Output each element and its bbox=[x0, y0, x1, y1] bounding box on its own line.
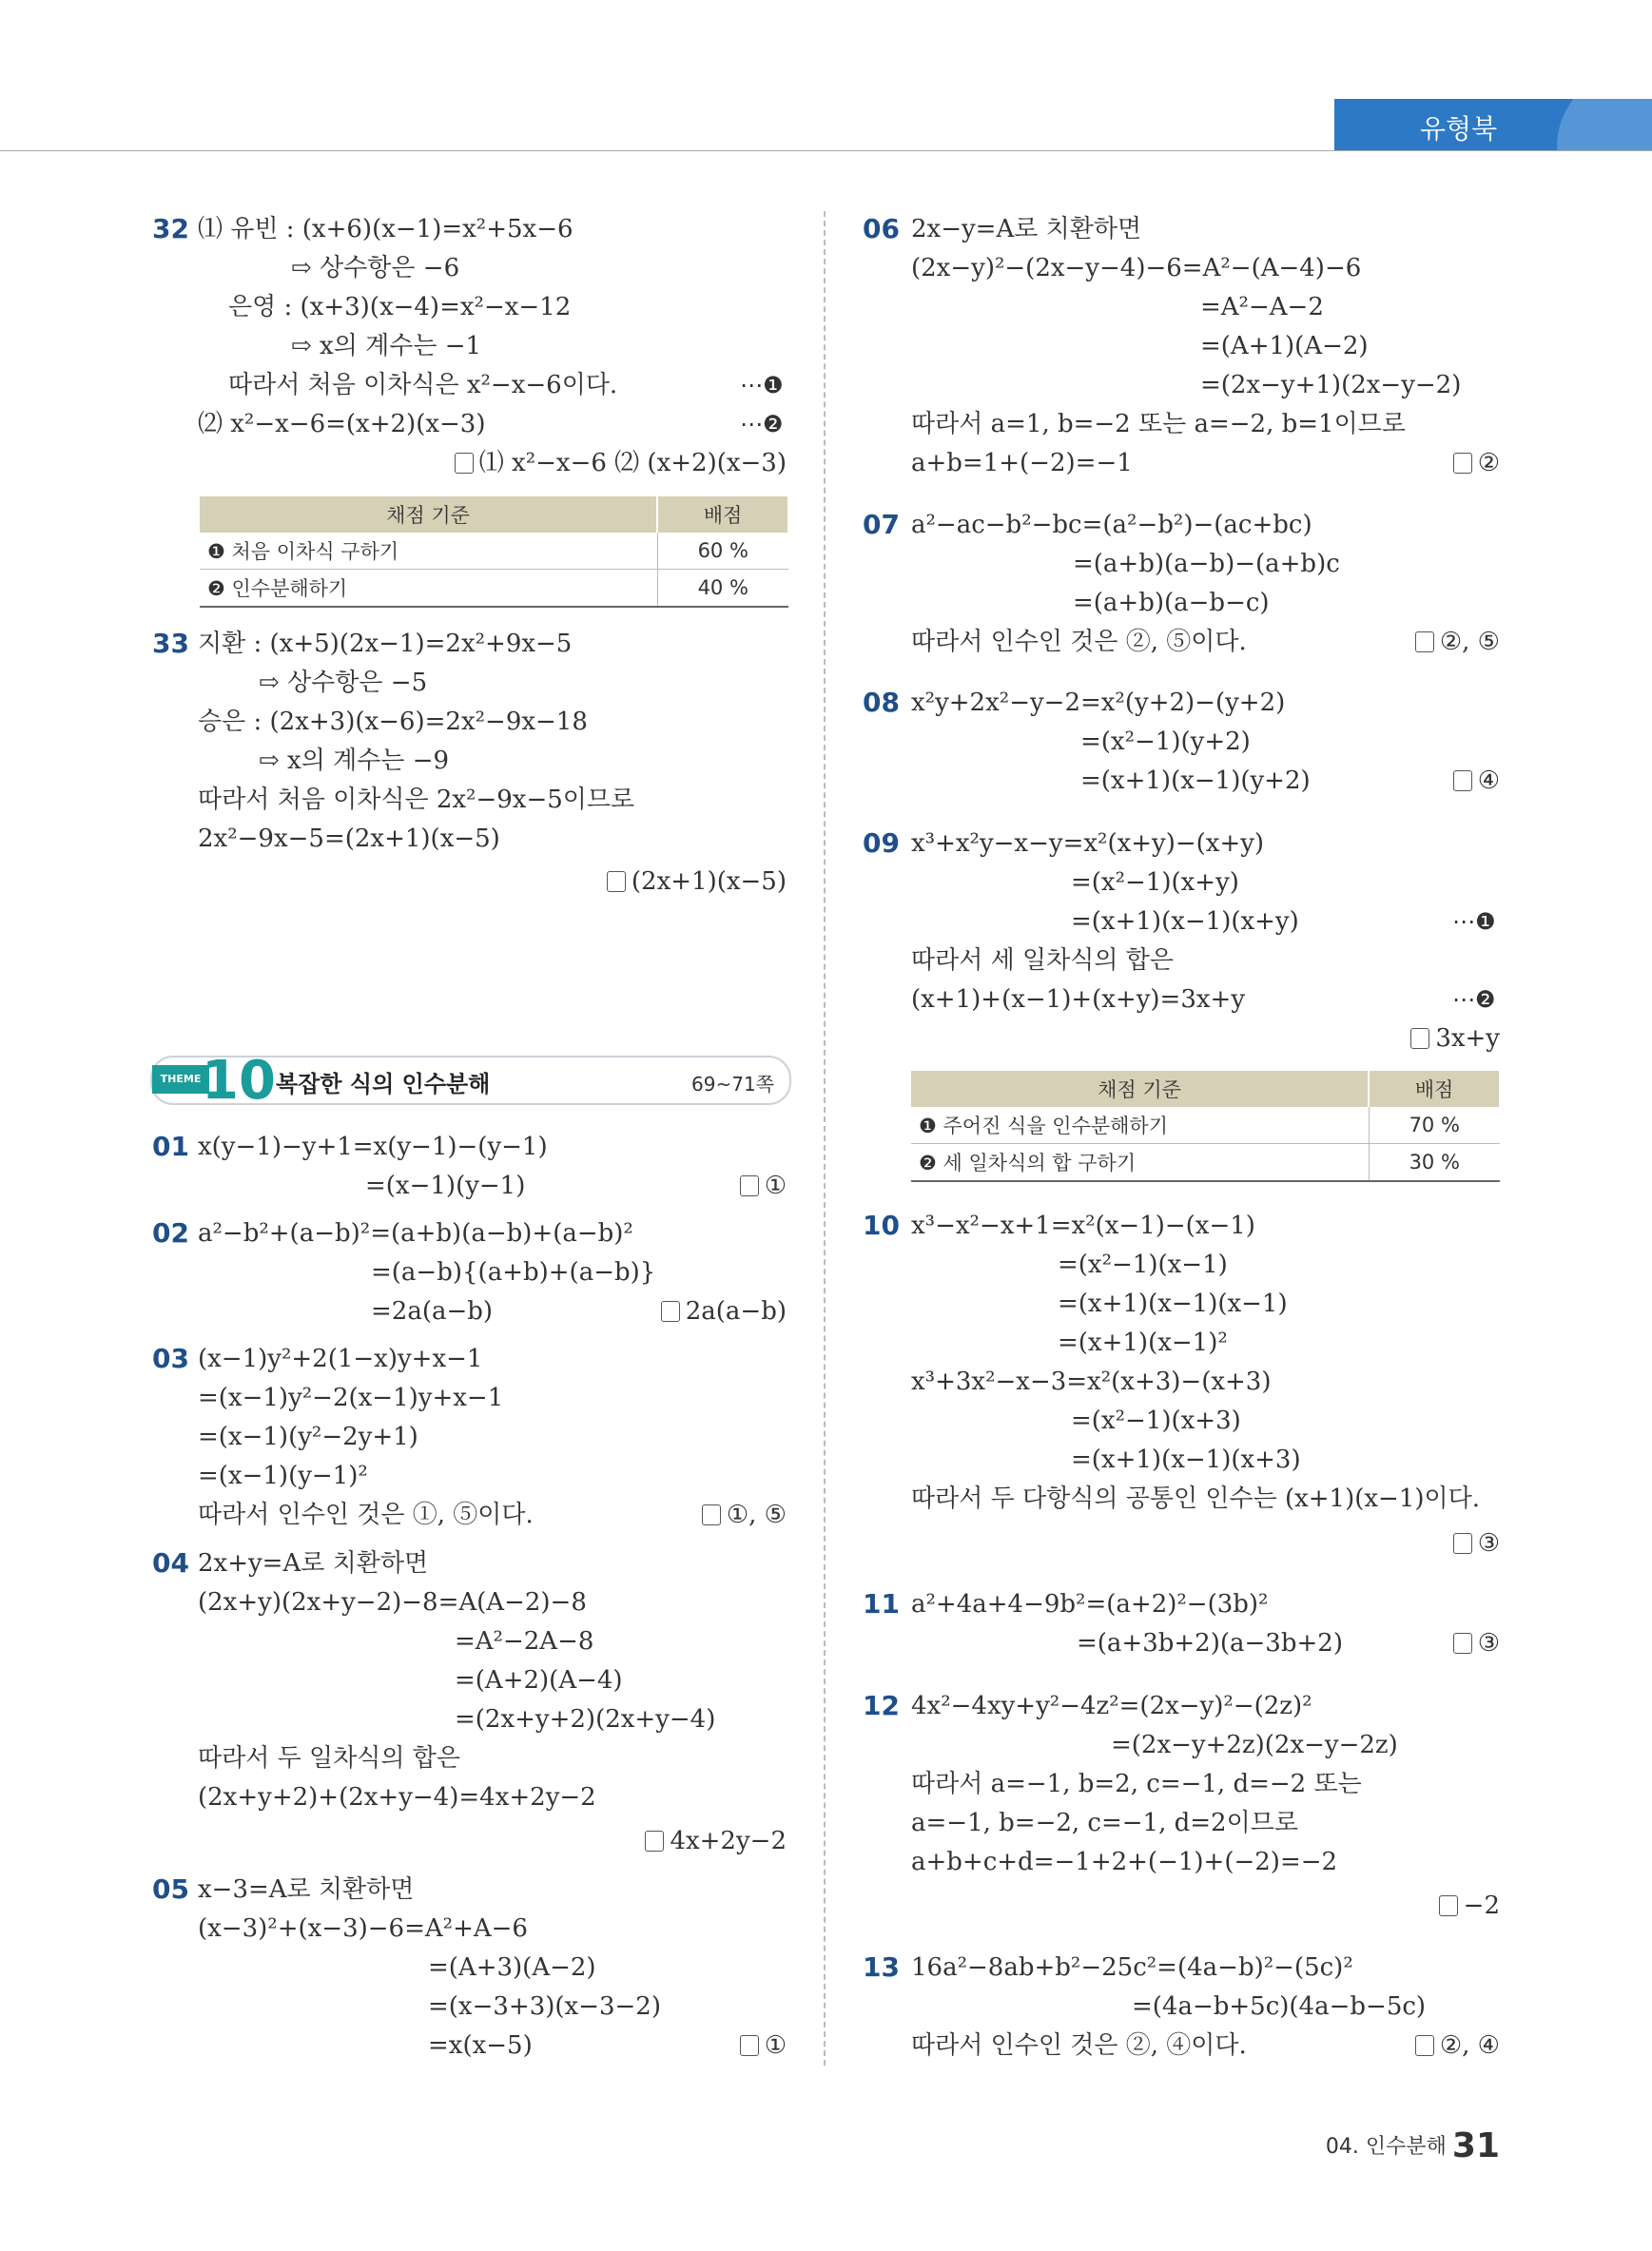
answer-icon bbox=[607, 871, 626, 892]
solution-line: ⑵ x²−x−6=(x+2)(x−3) bbox=[198, 410, 486, 438]
answer bbox=[1415, 626, 1500, 658]
answer bbox=[1410, 1022, 1500, 1055]
theme-label: THEME bbox=[152, 1065, 209, 1094]
solution-line: (x−3)²+(x−3)−6=A²+A−6 bbox=[198, 1914, 528, 1943]
answer-icon bbox=[740, 1175, 759, 1196]
solution-line: ⇨ x의 계수는 −1 bbox=[291, 332, 482, 360]
answer-icon bbox=[702, 1504, 721, 1525]
solution-line: =(a+3b+2)(a−3b+2) bbox=[1077, 1629, 1343, 1658]
solution-line: =(x+1)(x−1)(y+2) bbox=[1080, 767, 1311, 795]
answer-icon bbox=[1415, 2035, 1434, 2056]
answer bbox=[1453, 1527, 1500, 1560]
solution-line: =A²−A−2 bbox=[1200, 293, 1324, 321]
solution-line: (2x+y+2)+(2x+y−4)=4x+2y−2 bbox=[198, 1783, 596, 1812]
solution-line: (x+1)+(x−1)+(x+y)=3x+y bbox=[911, 985, 1246, 1014]
solution-line: a²−b²+(a−b)²=(a+b)(a−b)+(a−b)² bbox=[198, 1219, 633, 1248]
solution-line: =(A+2)(A−4) bbox=[455, 1666, 623, 1695]
problem-number: 08 bbox=[863, 687, 900, 718]
solution-line: 따라서 a=1, b=−2 또는 a=−2, b=1이므로 bbox=[911, 410, 1406, 438]
solution-line: =(x−1)(y²−2y+1) bbox=[198, 1423, 418, 1451]
problem-number: 10 bbox=[863, 1210, 900, 1241]
solution-line: (2x+y)(2x+y−2)−8=A(A−2)−8 bbox=[198, 1588, 587, 1617]
answer-text: 3x+y bbox=[1435, 1024, 1500, 1053]
solution-line: ⇨ 상수항은 −6 bbox=[291, 254, 460, 282]
solution-line: 따라서 인수인 것은 ②, ④이다. bbox=[911, 2031, 1247, 2060]
theme-title: 복잡한 식의 인수분해 bbox=[276, 1071, 491, 1097]
solution-line: 따라서 인수인 것은 ②, ⑤이다. bbox=[911, 628, 1247, 656]
problem-number: 05 bbox=[152, 1873, 189, 1905]
answer-text: ⑴ x²−x−6 ⑵ (x+2)(x−3) bbox=[478, 449, 787, 477]
answer bbox=[740, 2029, 787, 2062]
solution-line: =(x²−1)(x+3) bbox=[1071, 1407, 1241, 1435]
solution-line: 2x²−9x−5=(2x+1)(x−5) bbox=[198, 825, 500, 853]
answer-text: −2 bbox=[1463, 1892, 1500, 1920]
solution-line: =(x²−1)(y+2) bbox=[1080, 728, 1251, 756]
solution-line: (x−1)y²+2(1−x)y+x−1 bbox=[198, 1345, 483, 1373]
answer bbox=[1439, 1890, 1500, 1922]
solution-line: =(a+b)(a−b)−(a+b)c bbox=[1073, 550, 1340, 578]
table-cell: ❶ 처음 이차식 구하기 bbox=[200, 533, 657, 570]
solution-line: =(4a−b+5c)(4a−b−5c) bbox=[1132, 1992, 1427, 2021]
problem-number: 12 bbox=[863, 1690, 900, 1721]
answer-icon bbox=[1439, 1895, 1458, 1916]
solution-line: 승은 : (2x+3)(x−6)=2x²−9x−18 bbox=[198, 708, 588, 736]
solution-line: =(x−1)(y−1)² bbox=[198, 1462, 368, 1490]
problem-number: 33 bbox=[152, 628, 189, 659]
solution-line: =(x−1)(y−1) bbox=[365, 1172, 526, 1200]
answer bbox=[607, 865, 787, 898]
solution-line: 2x+y=A로 치환하면 bbox=[198, 1549, 429, 1578]
solution-line: =(x²−1)(x+y) bbox=[1071, 868, 1239, 897]
solution-line: a=−1, b=−2, c=−1, d=2이므로 bbox=[911, 1809, 1298, 1837]
answer-text: 4x+2y−2 bbox=[670, 1827, 787, 1855]
solution-line: x³+x²y−x−y=x²(x+y)−(x+y) bbox=[911, 829, 1265, 858]
problem-number: 09 bbox=[863, 827, 900, 859]
solution-line: =(x+1)(x−1)² bbox=[1058, 1329, 1228, 1357]
answer-icon bbox=[740, 2035, 759, 2056]
step-marker: ⋯❷ bbox=[1452, 986, 1496, 1013]
answer bbox=[1453, 765, 1500, 797]
solution-line: =(2x−y+2z)(2x−y−2z) bbox=[1111, 1731, 1398, 1759]
answer-icon bbox=[1453, 770, 1472, 791]
solution-line: =(a−b){(a+b)+(a−b)} bbox=[371, 1258, 656, 1287]
page-number: 31 bbox=[1451, 2126, 1500, 2165]
theme-number: 10 bbox=[202, 1050, 276, 1112]
solution-line: =(A+3)(A−2) bbox=[428, 1953, 596, 1982]
table-cell: 40 % bbox=[657, 570, 788, 608]
solution-line: =(A+1)(A−2) bbox=[1200, 332, 1369, 360]
solution-line: x³+3x²−x−3=x²(x+3)−(x+3) bbox=[911, 1368, 1272, 1396]
solution-line: 지환 : (x+5)(2x−1)=2x²+9x−5 bbox=[198, 630, 573, 658]
answer-text: ① bbox=[764, 2031, 787, 2060]
solution-line: =x(x−5) bbox=[428, 2031, 533, 2060]
answer-text: ② bbox=[1477, 449, 1500, 477]
answer-text: ④ bbox=[1477, 767, 1500, 795]
answer-text: ③ bbox=[1477, 1629, 1500, 1658]
table-cell: ❶ 주어진 식을 인수분해하기 bbox=[911, 1107, 1369, 1144]
solution-line: =(x+1)(x−1)(x+3) bbox=[1071, 1446, 1301, 1474]
solution-line: a²+4a+4−9b²=(a+2)²−(3b)² bbox=[911, 1590, 1269, 1619]
solution-line: =(x+1)(x−1)(x−1) bbox=[1058, 1290, 1288, 1318]
solution-line: 16a²−8ab+b²−25c²=(4a−b)²−(5c)² bbox=[911, 1953, 1353, 1982]
solution-line: (2x−y)²−(2x−y−4)−6=A²−(A−4)−6 bbox=[911, 254, 1362, 282]
solution-line: =(a+b)(a−b−c) bbox=[1073, 589, 1270, 617]
table-cell: ❷ 세 일차식의 합 구하기 bbox=[911, 1144, 1369, 1182]
problem-number: 02 bbox=[152, 1217, 189, 1249]
answer-icon bbox=[1453, 1533, 1472, 1554]
step-marker: ⋯❶ bbox=[740, 372, 784, 398]
solution-line: =(x+1)(x−1)(x+y) bbox=[1071, 907, 1299, 936]
table-header: 배점 bbox=[1369, 1071, 1500, 1107]
answer bbox=[455, 447, 787, 479]
answer-icon bbox=[1453, 1633, 1472, 1654]
answer-text: ① bbox=[764, 1172, 787, 1200]
solution-line: x−3=A로 치환하면 bbox=[198, 1875, 415, 1904]
answer-text: ①, ⑤ bbox=[726, 1501, 787, 1529]
solution-line: x(y−1)−y+1=x(y−1)−(y−1) bbox=[198, 1133, 548, 1161]
answer bbox=[1453, 447, 1500, 479]
scoring-table bbox=[911, 1071, 1501, 1182]
step-marker: ⋯❶ bbox=[1452, 908, 1496, 935]
solution-line: 따라서 두 다항식의 공통인 인수는 (x+1)(x−1)이다. bbox=[911, 1484, 1480, 1513]
problem-number: 07 bbox=[863, 509, 900, 540]
theme-banner bbox=[150, 1050, 791, 1112]
answer bbox=[661, 1295, 787, 1328]
solution-line: =(x−3+3)(x−3−2) bbox=[428, 1992, 661, 2021]
section-tab-label: 유형북 bbox=[1420, 113, 1498, 145]
problem-number: 03 bbox=[152, 1343, 189, 1374]
solution-line: 따라서 두 일차식의 합은 bbox=[198, 1744, 460, 1773]
section-tab bbox=[1334, 99, 1652, 151]
problem-number: 06 bbox=[863, 213, 900, 244]
column-divider bbox=[824, 211, 826, 2066]
answer-icon bbox=[1453, 453, 1472, 474]
problem-number: 04 bbox=[152, 1547, 189, 1579]
table-cell: 70 % bbox=[1369, 1107, 1500, 1144]
answer-icon bbox=[1410, 1028, 1429, 1049]
answer bbox=[1453, 1627, 1500, 1659]
theme-pages: 69~71쪽 bbox=[691, 1073, 774, 1096]
solution-line: =(x−1)y²−2(x−1)y+x−1 bbox=[198, 1384, 504, 1412]
solution-line: =(2x−y+1)(2x−y−2) bbox=[1200, 371, 1462, 399]
solution-line: 따라서 처음 이차식은 x²−x−6이다. bbox=[228, 371, 618, 399]
table-cell: ❷ 인수분해하기 bbox=[200, 570, 657, 608]
table-header: 채점 기준 bbox=[911, 1071, 1369, 1107]
answer bbox=[740, 1170, 787, 1202]
answer bbox=[702, 1499, 787, 1531]
answer-text: ②, ④ bbox=[1439, 2031, 1500, 2060]
chapter-label: 04. 인수분해 bbox=[1325, 2135, 1447, 2159]
table-cell: 30 % bbox=[1369, 1144, 1500, 1182]
solution-line: =2a(a−b) bbox=[371, 1297, 494, 1326]
solution-line: a²−ac−b²−bc=(a²−b²)−(ac+bc) bbox=[911, 511, 1312, 539]
solution-line: 2x−y=A로 치환하면 bbox=[911, 215, 1142, 243]
solution-line: 은영 : (x+3)(x−4)=x²−x−12 bbox=[228, 293, 572, 321]
problem-number: 32 bbox=[152, 213, 189, 244]
answer-icon bbox=[1415, 631, 1434, 652]
table-header: 채점 기준 bbox=[200, 496, 657, 533]
solution-line: 따라서 처음 이차식은 2x²−9x−5이므로 bbox=[198, 786, 635, 814]
answer-text: ②, ⑤ bbox=[1439, 628, 1500, 656]
page-footer bbox=[1326, 2126, 1500, 2165]
answer-text: ③ bbox=[1477, 1529, 1500, 1558]
table-cell: 60 % bbox=[657, 533, 788, 570]
step-marker: ⋯❷ bbox=[740, 411, 784, 437]
header-rule bbox=[0, 150, 1652, 151]
problem-number: 01 bbox=[152, 1131, 189, 1162]
answer-icon bbox=[455, 453, 474, 474]
scoring-table bbox=[200, 496, 789, 608]
answer bbox=[1415, 2029, 1500, 2062]
solution-line: 따라서 세 일차식의 합은 bbox=[911, 946, 1174, 975]
solution-line: a+b=1+(−2)=−1 bbox=[911, 449, 1133, 477]
answer-text: (2x+1)(x−5) bbox=[631, 867, 787, 896]
solution-line: a+b+c+d=−1+2+(−1)+(−2)=−2 bbox=[911, 1848, 1338, 1876]
answer bbox=[645, 1825, 787, 1857]
solution-line: 따라서 a=−1, b=2, c=−1, d=−2 또는 bbox=[911, 1770, 1362, 1798]
table-header: 배점 bbox=[657, 496, 788, 533]
answer-icon bbox=[661, 1301, 680, 1322]
answer-text: 2a(a−b) bbox=[685, 1297, 787, 1326]
solution-line: ⇨ x의 계수는 −9 bbox=[259, 747, 450, 775]
solution-line: 따라서 인수인 것은 ①, ⑤이다. bbox=[198, 1501, 534, 1529]
problem-number: 13 bbox=[863, 1951, 900, 1983]
solution-line: =(2x+y+2)(2x+y−4) bbox=[455, 1705, 716, 1734]
answer-icon bbox=[645, 1831, 664, 1852]
solution-line: x²y+2x²−y−2=x²(y+2)−(y+2) bbox=[911, 689, 1286, 717]
solution-line: ⇨ 상수항은 −5 bbox=[259, 669, 428, 697]
solution-line: =A²−2A−8 bbox=[455, 1627, 594, 1656]
solution-line: ⑴ 유빈 : (x+6)(x−1)=x²+5x−6 bbox=[198, 215, 573, 243]
solution-line: =(x²−1)(x−1) bbox=[1058, 1251, 1228, 1279]
problem-number: 11 bbox=[863, 1588, 900, 1620]
solution-line: x³−x²−x+1=x²(x−1)−(x−1) bbox=[911, 1212, 1255, 1240]
solution-line: 4x²−4xy+y²−4z²=(2x−y)²−(2z)² bbox=[911, 1692, 1312, 1720]
